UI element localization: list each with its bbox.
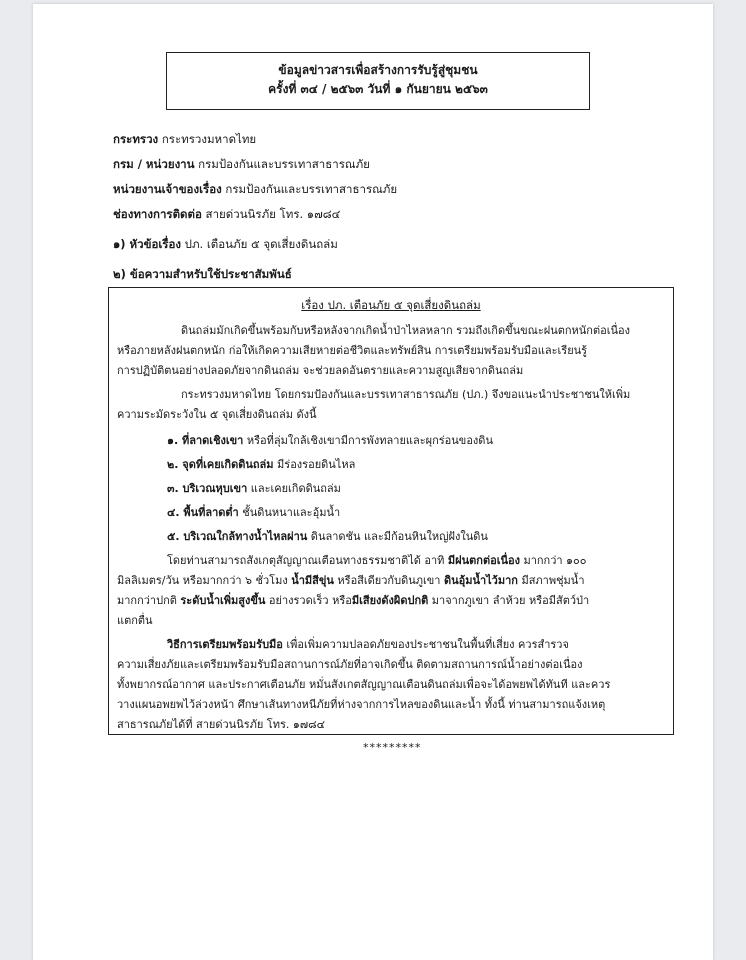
p3-line-3-b: ระดับน้ำเพิ่มสูงขึ้น [180, 594, 266, 607]
risk-item-3-text: และเคยเกิดดินถล่ม [247, 482, 341, 495]
p4-line-1-text: เพื่อเพิ่มความปลอดภัยของประชาชนในพื้นที่เสี่ยง ควรสำรวจ [282, 638, 569, 651]
p4-line-5: สาธารณภัยได้ที่ สายด่วนนิรภัย โทร. ๑๗๘๔ [117, 718, 325, 731]
risk-item-1-title: ๑. ที่ลาดเชิงเขา [167, 434, 244, 447]
topic-value: ปภ. เตือนภัย ๕ จุดเสี่ยงดินถล่ม [184, 237, 338, 251]
story-title: เรื่อง ปภ. เตือนภัย ๕ จุดเสี่ยงดินถล่ม [301, 298, 481, 312]
p4-line-2: ความเสี่ยงภัยและเตรียมพร้อมรับมือสถานการณ์ภัยที่อาจเกิดขึ้น ติดตามสถานการณ์น้ำอย่างต่อเนื่อง [117, 658, 583, 671]
p3-line-2-a: มิลลิเมตร/วัน หรือมากกว่า ๖ ชั่วโมง [117, 574, 292, 587]
p4-line-3: ทั้งพยากรณ์อากาศ และประกาศเตือนภัย หมั่นสังเกตสัญญาณเตือนดินถล่มเพื่อจะได้อพยพได้ทันที และควร [117, 678, 611, 691]
ministry-line [113, 131, 256, 147]
risk-item-2 [167, 458, 355, 472]
dept-line [113, 156, 370, 172]
risk-item-4-text: ชั้นดินหนาและอุ้มน้ำ [238, 506, 341, 519]
p1-line-1: ดินถล่มมักเกิดขึ้นพร้อมกับหรือหลังจากเกิดน้ำป่าไหลหลาก รวมถึงเกิดขึ้นขณะฝนตกหนักต่อเนื่อง [181, 324, 630, 337]
p1-line-2: หรือภายหลังฝนตกหนัก ก่อให้เกิดความเสียหายต่อชีวิตและทรัพย์สิน การเตรียมพร้อมรับมือและเรียนรู้ [117, 344, 588, 357]
dept-label: กรม / หน่วยงาน [113, 157, 195, 171]
p3-line-1-b: มีฝนตกต่อเนื่อง [447, 554, 520, 567]
p3-line-3-e: มาจากภูเขา ลำห้วย หรือมีสัตว์ป่า [428, 594, 590, 607]
topic-line [113, 236, 338, 252]
ministry-label: กระทรวง [113, 132, 159, 146]
p3-line-2-c: หรือสีเดียวกับดินภูเขา [333, 574, 444, 587]
p3-line-3-c: อย่างรวดเร็ว หรือ [265, 594, 352, 607]
header-title: ข้อมูลข่าวสารเพื่อสร้างการรับรู้สู่ชุมชน [278, 63, 478, 77]
p1-line-3: การปฏิบัติตนอย่างปลอดภัยจากดินถล่ม จะช่วยลดอันตรายและความสูญเสียจากดินถล่ม [117, 364, 524, 377]
contact-label: ช่องทางการติดต่อ [113, 207, 202, 221]
topic-label: ๑) หัวข้อเรื่อง [113, 237, 181, 251]
p3-line-2-e: มีสภาพชุ่มน้ำ [517, 574, 585, 587]
p3-line-2 [117, 574, 585, 588]
risk-item-2-title: ๒. จุดที่เคยเกิดดินถล่ม [167, 458, 274, 471]
p3-line-2-b: น้ำมีสีขุ่น [291, 574, 334, 587]
owner-line [113, 181, 397, 197]
pr-label: ๒) ข้อความสำหรับใช้ประชาสัมพันธ์ [113, 267, 292, 281]
risk-item-1-text: หรือที่ลุ่มใกล้เชิงเขามีการพังทลายและผุกร่อนของดิน [243, 434, 493, 447]
risk-item-3 [167, 482, 341, 496]
risk-item-5-text: ดินลาดชัน และมีก้อนหินใหญ่ฝังในดิน [307, 530, 488, 543]
p2-line-2: ความระมัดระวังใน ๕ จุดเสี่ยงดินถล่ม ดังนี้ [117, 408, 317, 421]
p3-line-3-d: มีเสียงดังผิดปกติ [351, 594, 429, 607]
ministry-value: กระทรวงมหาดไทย [161, 132, 257, 146]
owner-value: กรมป้องกันและบรรเทาสาธารณภัย [225, 182, 398, 196]
document-page [33, 4, 713, 960]
p4-line-1-title: วิธีการเตรียมพร้อมรับมือ [167, 638, 283, 651]
contact-value: สายด่วนนิรภัย โทร. ๑๗๘๔ [205, 207, 341, 221]
p3-line-2-d: ดินอุ้มน้ำไว้มาก [443, 574, 518, 587]
contact-line [113, 206, 340, 222]
owner-label: หน่วยงานเจ้าของเรื่อง [113, 182, 222, 196]
p3-line-1-a: โดยท่านสามารถสังเกตุสัญญาณเตือนทางธรรมชาติได้ อาทิ [167, 554, 448, 567]
risk-item-4-title: ๔. พื้นที่ลาดต่ำ [167, 506, 239, 519]
p2-line-1: กระทรวงมหาดไทย โดยกรมป้องกันและบรรเทาสาธารณภัย (ปภ.) จึงขอแนะนำประชาชนให้เพิ่ม [181, 388, 631, 401]
risk-item-3-title: ๓. บริเวณหุบเขา [167, 482, 248, 495]
header-issue: ครั้งที่ ๓๔ / ๒๕๖๓ วันที่ ๑ กันยายน ๒๕๖๓ [268, 82, 488, 96]
p4-line-4: วางแผนอพยพไว้ล่วงหน้า ศึกษาเส้นทางหนีภัยที่ห่างจากการไหลของดินและน้ำ ทั้งนี้ ท่านสามารถแจ้งเหตุ [117, 698, 606, 711]
risk-item-2-text: มีร่องรอยดินไหล [273, 458, 356, 471]
p3-line-3-a: มากกว่าปกติ [117, 594, 181, 607]
pr-line [113, 266, 292, 282]
p3-line-1-c: มากกว่า ๑๐๐ [519, 554, 587, 567]
end-marker: ********* [363, 741, 422, 754]
risk-item-1 [167, 434, 493, 448]
header-box [166, 52, 590, 110]
pr-content-box [108, 287, 674, 735]
p3-line-4: แตกตื่น [117, 614, 153, 627]
p4-line-1 [167, 638, 569, 652]
p3-line-1 [167, 554, 586, 568]
dept-value: กรมป้องกันและบรรเทาสาธารณภัย [198, 157, 370, 171]
risk-item-5-title: ๕. บริเวณใกล้ทางน้ำไหลผ่าน [167, 530, 308, 543]
risk-item-5 [167, 530, 488, 544]
risk-item-4 [167, 506, 340, 520]
p3-line-3 [117, 594, 589, 608]
